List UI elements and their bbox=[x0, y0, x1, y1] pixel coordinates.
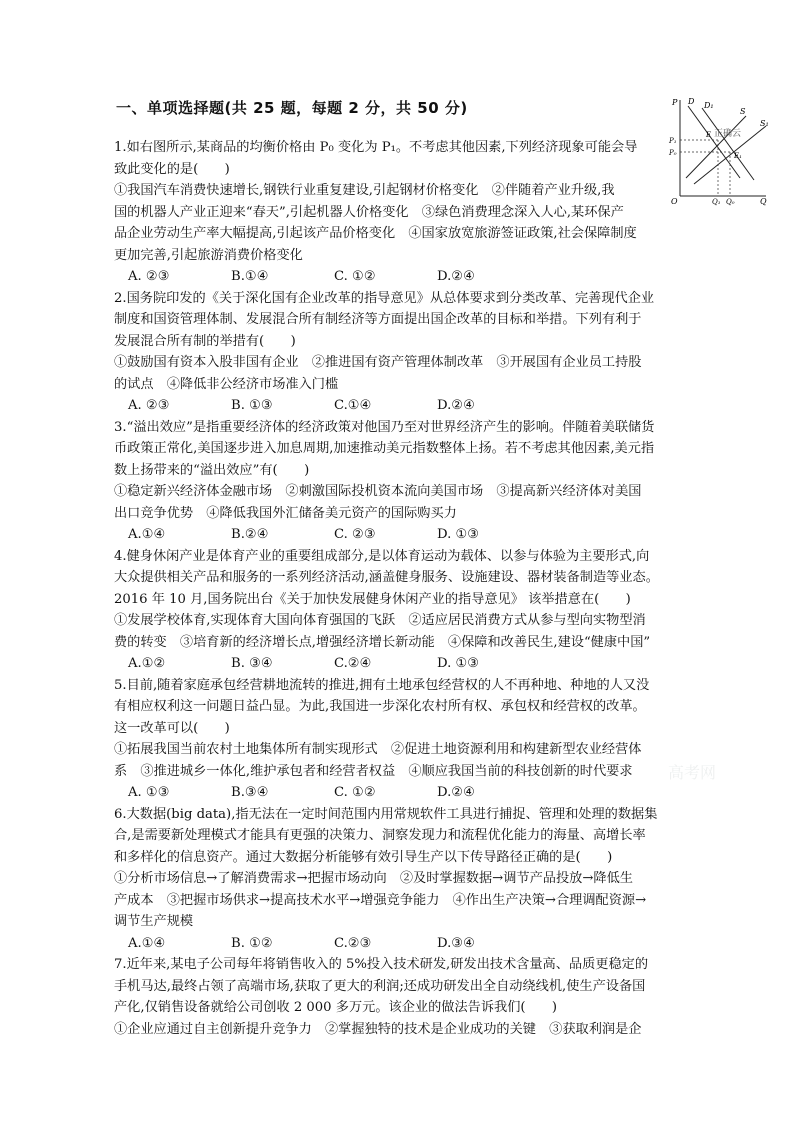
question-7 bbox=[114, 954, 684, 1040]
answer-options bbox=[114, 653, 684, 675]
answer-option[interactable]: C. ①② bbox=[334, 269, 376, 284]
answer-option[interactable]: A. ②③ bbox=[128, 269, 170, 284]
question-line: 币政策正常化,美国逐步进入加息周期,加速推动美元指数整体上扬。若不考虑其他因素,美元指 bbox=[114, 441, 655, 456]
question-line: ①企业应通过自主创新提升竞争力 ②掌握独特的技术是企业成功的关键 ③获取利润是企 bbox=[114, 1021, 642, 1037]
answer-option[interactable]: C.①④ bbox=[334, 398, 372, 413]
question-line: 致此变化的是( ) bbox=[114, 161, 230, 177]
question-line: 2.国务院印发的《关于深化国有企业改革的指导意见》从总体要求到分类改革、完善现代企业 bbox=[114, 290, 655, 306]
question-line: 国的机器人产业正迎来“春天”,引起机器人价格变化 ③绿色消费理念深入人心,某环保产 bbox=[114, 204, 624, 220]
question-line: 数上扬带来的“溢出效应”有( ) bbox=[114, 462, 310, 478]
question-line: 费的转变 ③培育新的经济增长点,增强经济增长新动能 ④保障和改善民生,建设“健康中国” bbox=[114, 634, 651, 650]
answer-option[interactable]: D.③④ bbox=[437, 935, 475, 951]
question-line: 制度和国资管理体制、发展混合所有制经济等方面提出国企改革的目标和举措。下列有利于 bbox=[114, 312, 642, 327]
label-e: E bbox=[706, 131, 712, 139]
question-line: ①稳定新兴经济体金融市场 ②刺激国际投机资本流向美国市场 ③提高新兴经济体对美国 bbox=[114, 484, 642, 499]
label-s1: S₁ bbox=[760, 119, 769, 128]
answer-options bbox=[114, 933, 684, 955]
question-line: 调节生产规模 bbox=[114, 914, 194, 929]
label-p1: P₁ bbox=[669, 137, 677, 145]
question-2 bbox=[114, 288, 684, 417]
answer-option[interactable]: A. ②③ bbox=[128, 398, 170, 413]
answer-option[interactable]: B. ①② bbox=[231, 935, 273, 951]
answer-option[interactable]: D. ①③ bbox=[437, 656, 480, 671]
answer-options bbox=[114, 266, 684, 288]
question-line: 有相应权利这一问题日益凸显。为此,我国进一步深化农村所有权、承包权和经营权的改革。 bbox=[114, 699, 646, 714]
answer-options bbox=[114, 395, 684, 417]
label-q1: Q₁ bbox=[712, 198, 721, 206]
question-6 bbox=[114, 804, 684, 955]
answer-option[interactable]: B. ③④ bbox=[231, 656, 273, 671]
question-5 bbox=[114, 675, 684, 804]
figure-stamp: 正确云 bbox=[714, 129, 742, 139]
question-line: 4.健身休闲产业是体育产业的重要组成部分,是以体育运动为载体、以参与体验为主要形式,向 bbox=[114, 548, 650, 564]
question-line: 合,是需要新处理模式才能具有更强的决策力、洞察发现力和流程优化能力的海量、高增长率 bbox=[114, 828, 646, 843]
question-1 bbox=[114, 137, 684, 288]
answer-option[interactable]: D.②④ bbox=[437, 269, 475, 284]
question-list bbox=[114, 137, 684, 1040]
question-line: 大众提供相关产品和服务的一系列经济活动,涵盖健身服务、设施建设、器材装备制造等业态。 bbox=[114, 570, 659, 585]
answer-option[interactable]: A.①② bbox=[128, 656, 166, 671]
question-line: 2016 年 10 月,国务院出台《关于加快发展健身休闲产业的指导意见》 该举措意在( ) bbox=[114, 591, 631, 607]
answer-option[interactable]: B.②④ bbox=[231, 527, 269, 542]
answer-options bbox=[114, 782, 684, 804]
question-line: 这一改革可以( ) bbox=[114, 720, 230, 736]
question-3 bbox=[114, 417, 684, 546]
label-q-axis: Q bbox=[760, 197, 767, 206]
question-line: 产化,仅销售设备就给公司创收 2 000 多万元。该企业的做法告诉我们( ) bbox=[114, 1000, 558, 1015]
question-line: ①发展学校体育,实现体育大国向体育强国的飞跃 ②适应居民消费方式从参与型向实物型消 bbox=[114, 613, 646, 628]
question-line: 出口竞争优势 ④降低我国外汇储备美元资产的国际购买力 bbox=[114, 505, 457, 521]
question-line: 更加完善,引起旅游消费价格变化 bbox=[114, 247, 303, 263]
label-s: S bbox=[740, 107, 746, 116]
answer-option[interactable]: D.②④ bbox=[437, 398, 475, 413]
watermark: 高考网 bbox=[668, 763, 717, 782]
question-line: 的试点 ④降低非公经济市场准入门槛 bbox=[114, 376, 339, 392]
answer-option[interactable]: B.③④ bbox=[231, 785, 269, 800]
supply-curve-s bbox=[686, 116, 746, 178]
supply-demand-figure bbox=[668, 96, 776, 208]
label-e1: E₁ bbox=[734, 152, 742, 160]
question-line: 3.“溢出效应”是指重要经济体的经济政策对他国乃至对世界经济产生的影响。伴随着美联储货 bbox=[114, 419, 655, 435]
answer-options bbox=[114, 524, 684, 546]
label-q0: Q₀ bbox=[726, 198, 735, 206]
label-origin: O bbox=[671, 197, 678, 206]
question-line: 和多样化的信息资产。通过大数据分析能够有效引导生产以下传导路径正确的是( ) bbox=[114, 849, 613, 865]
demand-curve-d1 bbox=[702, 108, 754, 180]
answer-option[interactable]: D. ①③ bbox=[437, 527, 480, 542]
question-line: 发展混合所有制的举措有( ) bbox=[114, 333, 296, 349]
question-line: 6.大数据(big data),指无法在一定时间范围内用常规软件工具进行捕捉、管理和处理的数据集 bbox=[114, 806, 658, 822]
question-4 bbox=[114, 546, 684, 675]
label-d: D bbox=[688, 97, 695, 106]
answer-option[interactable]: B. ①③ bbox=[231, 398, 273, 413]
label-p0: P₀ bbox=[669, 149, 677, 157]
question-line: 系 ③推进城乡一体化,维护承包者和经营者权益 ④顺应我国当前的科技创新的时代要求 bbox=[114, 763, 633, 779]
answer-option[interactable]: C. ②③ bbox=[334, 527, 376, 542]
label-d1: D₁ bbox=[704, 101, 714, 110]
question-line: ①鼓励国有资本入股非国有企业 ②推进国有资产管理体制改革 ③开展国有企业员工持股 bbox=[114, 355, 642, 370]
question-line: ①分析市场信息→了解消费需求→把握市场动向 ②及时掌握数据→调节产品投放→降低生 bbox=[114, 871, 633, 886]
label-p-axis: P bbox=[672, 98, 678, 107]
question-line: 5.目前,随着家庭承包经营耕地流转的推进,拥有土地承包经营权的人不再种地、种地的人又没 bbox=[114, 677, 650, 693]
question-line: 产成本 ③把握市场供求→提高技术水平→增强竞争能力 ④作出生产决策→合理调配资源→ bbox=[114, 892, 647, 908]
question-line: ①拓展我国当前农村土地集体所有制实现形式 ②促进土地资源利用和构建新型农业经营体 bbox=[114, 742, 642, 757]
question-line: 1.如右图所示,某商品的均衡价格由 P₀ 变化为 P₁。不考虑其他因素,下列经济现象可能会导 bbox=[114, 140, 638, 155]
answer-option[interactable]: A.①④ bbox=[128, 527, 166, 542]
question-line: ①我国汽车消费快速增长,钢铁行业重复建设,引起钢材价格变化 ②伴随着产业升级,我 bbox=[114, 183, 615, 198]
answer-option[interactable]: A. ①③ bbox=[128, 785, 170, 800]
section-title: 一、单项选择题(共 25 题，每题 2 分，共 50 分) bbox=[116, 99, 468, 117]
answer-option[interactable]: C.②④ bbox=[334, 656, 372, 671]
question-line: 品企业劳动生产率大幅提高,引起该产品价格变化 ④国家放宽旅游签证政策,社会保障制度 bbox=[114, 226, 637, 241]
answer-option[interactable]: D.②④ bbox=[437, 785, 475, 800]
answer-option[interactable]: B.①④ bbox=[231, 269, 269, 284]
question-line: 手机马达,最终占领了高端市场,获取了更大的利润;还成功研发出全自动绕线机,使生产设备国 bbox=[114, 978, 646, 994]
answer-option[interactable]: A.①④ bbox=[128, 935, 166, 951]
answer-option[interactable]: C.②③ bbox=[334, 935, 372, 951]
answer-option[interactable]: C. ①② bbox=[334, 785, 376, 800]
question-line: 7.近年来,某电子公司每年将销售收入的 5%投入技术研发,研发出技术含量高、品质更稳定的 bbox=[114, 957, 649, 972]
